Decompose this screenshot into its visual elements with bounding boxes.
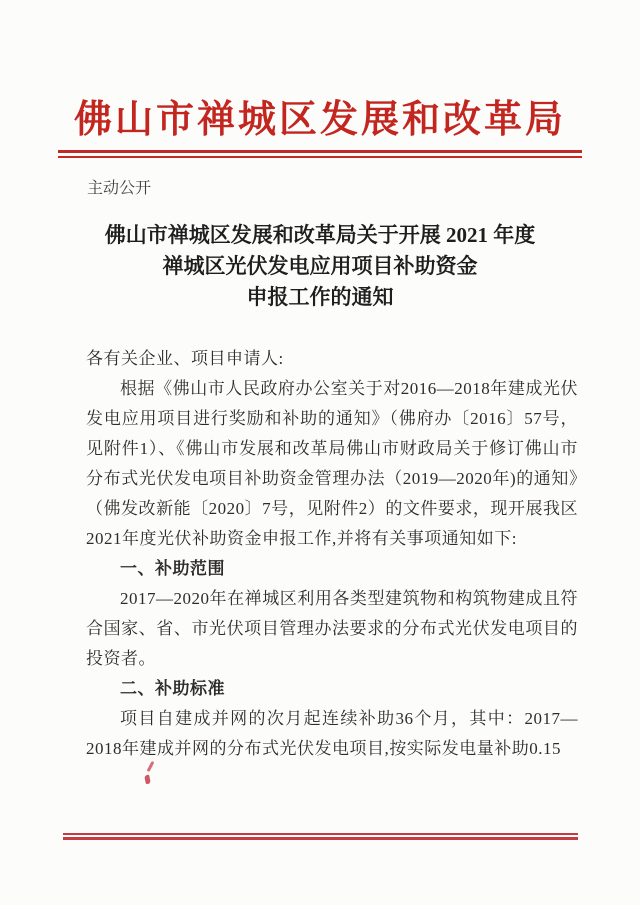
intro-paragraph: 根据《佛山市人民政府办公室关于对2016—2018年建成光伏发电应用项目进行奖励和补助的通知》（佛府办〔2016〕57号，见附件1）、《佛山市发展和改革局佛山市财政局关于修订佛山市分布式光伏发电项目补助资金管理办法（2019—2020年)的通知》（佛发改新能〔2020〕7号，见附件2）的文件要求，现开展我区2021年度光伏补助资金申报工作,并将有关事项通知如下:	[86, 379, 578, 548]
salutation: 各有关企业、项目申请人:	[86, 349, 284, 368]
section-1-paragraph: 2017—2020年在禅城区利用各类型建筑物和构筑物建成且符合国家、省、市光伏项目管理办法要求的分布式光伏发电项目的投资者。	[86, 589, 578, 668]
section-1-heading: 一、补助范围	[120, 559, 225, 578]
letterhead-double-rule	[58, 150, 582, 158]
letterhead-agency-name: 佛山市禅城区发展和改革局	[73, 99, 566, 141]
footer-double-rule	[63, 833, 578, 840]
document-title	[0, 220, 640, 313]
red-ink-blot	[144, 775, 151, 785]
red-ink-mark	[142, 761, 158, 789]
document-title-line-3: 申报工作的通知	[246, 285, 394, 309]
section-2-heading: 二、补助标准	[120, 679, 225, 698]
section-2-paragraph: 项目自建成并网的次月起连续补助36个月，其中：2017—2018年建成并网的分布式光伏发电项目,按实际发电量补助0.15	[86, 709, 578, 758]
document-body	[86, 344, 578, 764]
disclosure-label: 主动公开	[87, 180, 152, 197]
document-title-line-1: 佛山市禅城区发展和改革局关于开展 2021 年度	[104, 223, 536, 247]
document-title-line-2: 禅城区光伏发电应用项目补助资金	[162, 254, 478, 278]
